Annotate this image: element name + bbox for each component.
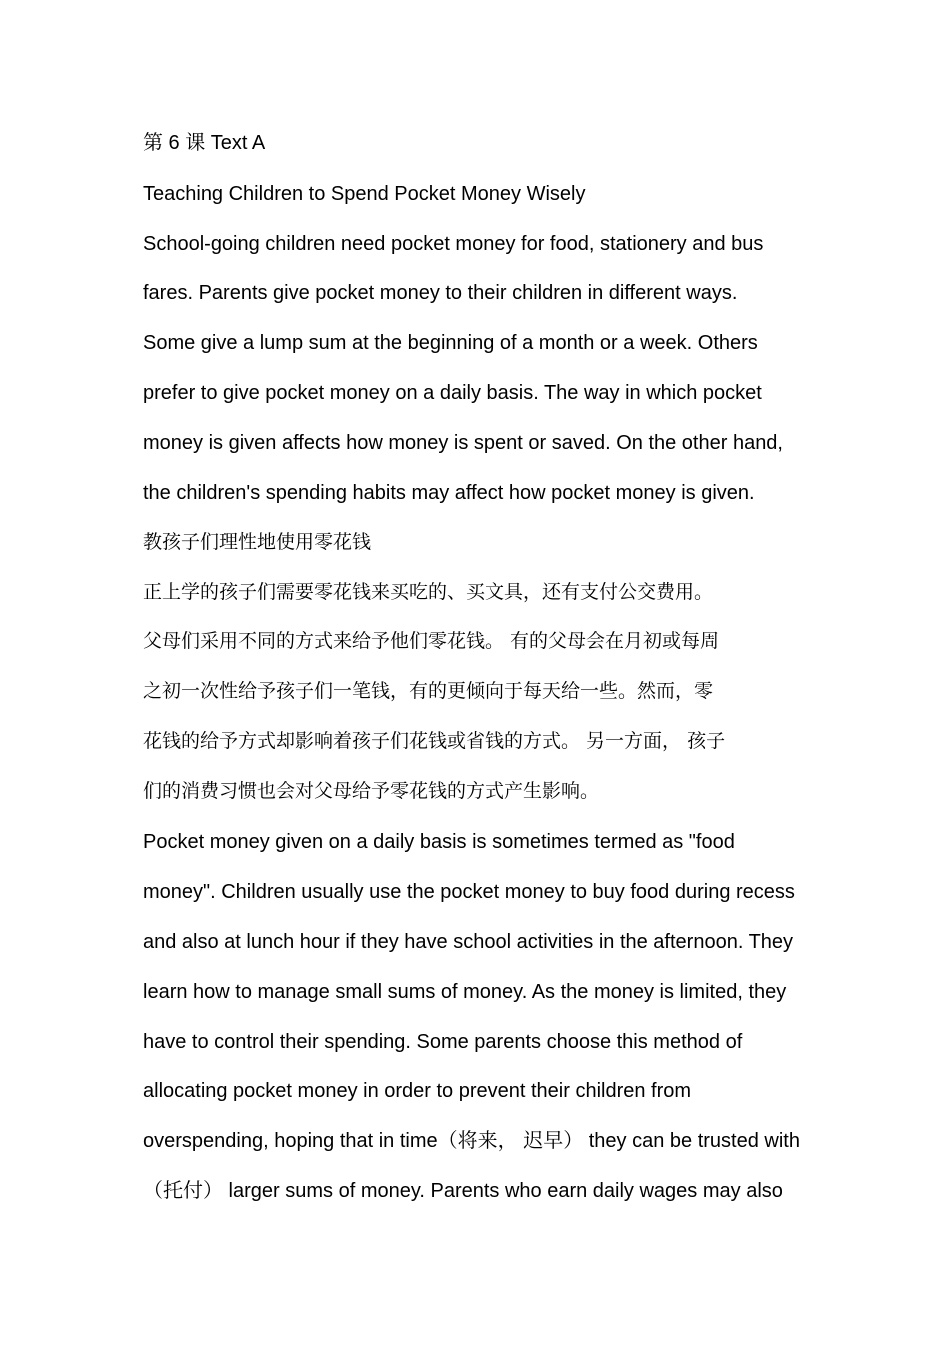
- paragraph1-cn-line-4: 花钱的给予方式却影响着孩子们花钱或省钱的方式。 另一方面， 孩子: [143, 730, 726, 752]
- paragraph1-cn-line-5: 们的消费习惯也会对父母给予零花钱的方式产生影响。: [143, 780, 600, 802]
- paragraph1-line-2: fares. Parents give pocket money to their children in different ways.: [143, 282, 738, 304]
- article-title: Teaching Children to Spend Pocket Money Wisely: [143, 183, 586, 205]
- paragraph1-line-4: prefer to give pocket money on a daily basis. The way in which pocket: [143, 382, 762, 404]
- paragraph1-line-6: the children's spending habits may affect how pocket money is given.: [143, 482, 755, 504]
- article-title-cn: 教孩子们理性地使用零花钱: [143, 531, 372, 553]
- paragraph1-cn-line-3: 之初一次性给予孩子们一笔钱，有的更倾向于每天给一些。然而，零: [143, 680, 714, 702]
- paragraph1-cn-line-1: 正上学的孩子们需要零花钱来买吃的、买文具，还有支付公交费用。: [143, 581, 714, 603]
- paragraph2-line-5: have to control their spending. Some parents choose this method of: [143, 1031, 743, 1053]
- paragraph2-line-7: overspending, hoping that in time（将来， 迟早） they can be trusted with: [143, 1130, 800, 1152]
- paragraph1-line-3: Some give a lump sum at the beginning of a month or a week. Others: [143, 332, 758, 354]
- paragraph2-line-2: money". Children usually use the pocket money to buy food during recess: [143, 881, 795, 903]
- paragraph2-line-1: Pocket money given on a daily basis is sometimes termed as "food: [143, 831, 735, 853]
- paragraph2-line-8: （托付） larger sums of money. Parents who earn daily wages may also: [143, 1180, 783, 1202]
- paragraph1-line-5: money is given affects how money is spent or saved. On the other hand,: [143, 432, 783, 454]
- paragraph1-line-1: School-going children need pocket money for food, stationery and bus: [143, 233, 764, 255]
- lesson-heading: 第 6 课 Text A: [143, 132, 266, 154]
- paragraph2-line-6: allocating pocket money in order to prevent their children from: [143, 1080, 692, 1102]
- paragraph1-cn-line-2: 父母们采用不同的方式来给予他们零花钱。 有的父母会在月初或每周: [143, 630, 720, 652]
- paragraph2-line-3: and also at lunch hour if they have school activities in the afternoon. They: [143, 931, 794, 953]
- paragraph2-line-4: learn how to manage small sums of money. As the money is limited, they: [143, 981, 787, 1003]
